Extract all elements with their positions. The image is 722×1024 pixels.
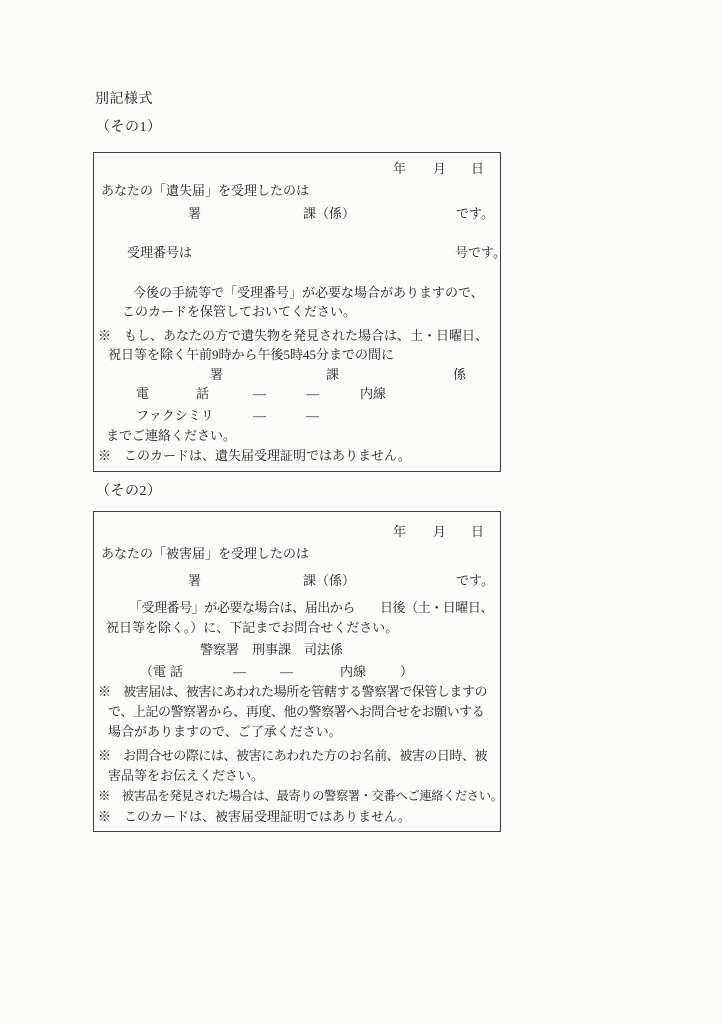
lost-property-card <box>93 152 506 472</box>
date-day-label: 日 <box>471 524 485 539</box>
section-label: 課（係） <box>303 573 356 588</box>
date-month-label: 月 <box>433 161 447 176</box>
phone-label-2: 話 <box>170 664 184 679</box>
contact-station-label: 署 <box>210 367 224 382</box>
date-day-label: 日 <box>471 161 485 176</box>
section-2-label: （その2） <box>96 484 162 499</box>
intro-line: あなたの「被害届」を受理したのは <box>101 546 310 561</box>
desu-label: です。 <box>456 206 494 221</box>
contact-close-line: までご連絡ください。 <box>106 428 237 443</box>
storage-note-line-1: ※ 被害届は、被害にあわれた場所を管轄する警察署で保管しますの <box>98 684 488 699</box>
found-item-note-line: ※ 被害品を発見された場合は、最寄りの警察署・交番へご連絡ください。 <box>98 789 503 803</box>
keep-card-note-line-1: 今後の手続等で「受理番号」が必要な場合がありますので、 <box>133 285 484 300</box>
storage-note-line-2: で、上記の警察署から、再度、他の警察署へお問合せをお願いする <box>108 704 485 719</box>
phone-dash-2: ― <box>306 386 319 401</box>
department-line: 警察署 刑事課 司法係 <box>200 642 344 657</box>
found-note-line-2: 祝日等を除く午前9時から午後5時45分までの間に <box>108 347 395 362</box>
station-label: 署 <box>188 206 202 221</box>
receipt-number-suffix: 号です。 <box>455 245 506 260</box>
phone-open-paren: （電 <box>140 664 167 679</box>
phone-dash-1: ― <box>253 386 266 401</box>
inquiry-info-note-line-1: ※ お問合せの際には、被害にあわれた方のお名前、被害の日時、被 <box>98 748 488 763</box>
keep-card-note-line-2: このカードを保管しておいてください。 <box>122 304 357 319</box>
date-year-label: 年 <box>393 524 407 539</box>
phone-close-paren: ） <box>400 664 414 679</box>
extension-label: 内線 <box>340 664 367 679</box>
phone-dash-2: ― <box>280 664 293 679</box>
inquiry-line-2: 祝日等を除く。）に、下記までお問合せください。 <box>106 620 399 635</box>
desu-label: です。 <box>456 573 494 588</box>
inquiry-info-note-line-2: 害品等をお伝えください。 <box>108 768 265 783</box>
fax-dash-2: ― <box>306 408 319 423</box>
receipt-number-label: 受理番号は <box>127 245 193 260</box>
section-1-label: （その1） <box>96 120 162 135</box>
section-label: 課（係） <box>303 206 356 221</box>
date-year-label: 年 <box>393 161 407 176</box>
disclaimer-line: ※ このカードは、遺失届受理証明ではありません。 <box>98 448 411 463</box>
intro-line: あなたの「遺失届」を受理したのは <box>101 183 310 198</box>
phone-dash-1: ― <box>233 664 246 679</box>
disclaimer-line: ※ このカードは、被害届受理証明ではありません。 <box>98 809 411 824</box>
fax-dash-1: ― <box>253 408 266 423</box>
date-month-label: 月 <box>433 524 447 539</box>
damage-report-card <box>93 511 501 832</box>
found-note-line-1: ※ もし、あなたの方で遺失物を発見された場合は、土・日曜日、 <box>98 328 489 343</box>
station-label: 署 <box>188 573 202 588</box>
inquiry-line-1: 「受理番号」が必要な場合は、届出から 日後（土・日曜日、 <box>129 600 493 615</box>
extension-label: 内線 <box>360 386 387 401</box>
storage-note-line-3: 場合がありますので、ご了承ください。 <box>108 724 342 739</box>
phone-label-1: 電 <box>136 386 150 401</box>
fax-label: ファクシミリ <box>136 408 214 423</box>
contact-section-label: 課 <box>326 367 340 382</box>
contact-subsection-label: 係 <box>453 367 467 382</box>
form-style-heading: 別記様式 <box>95 92 153 107</box>
phone-label-2: 話 <box>196 386 210 401</box>
